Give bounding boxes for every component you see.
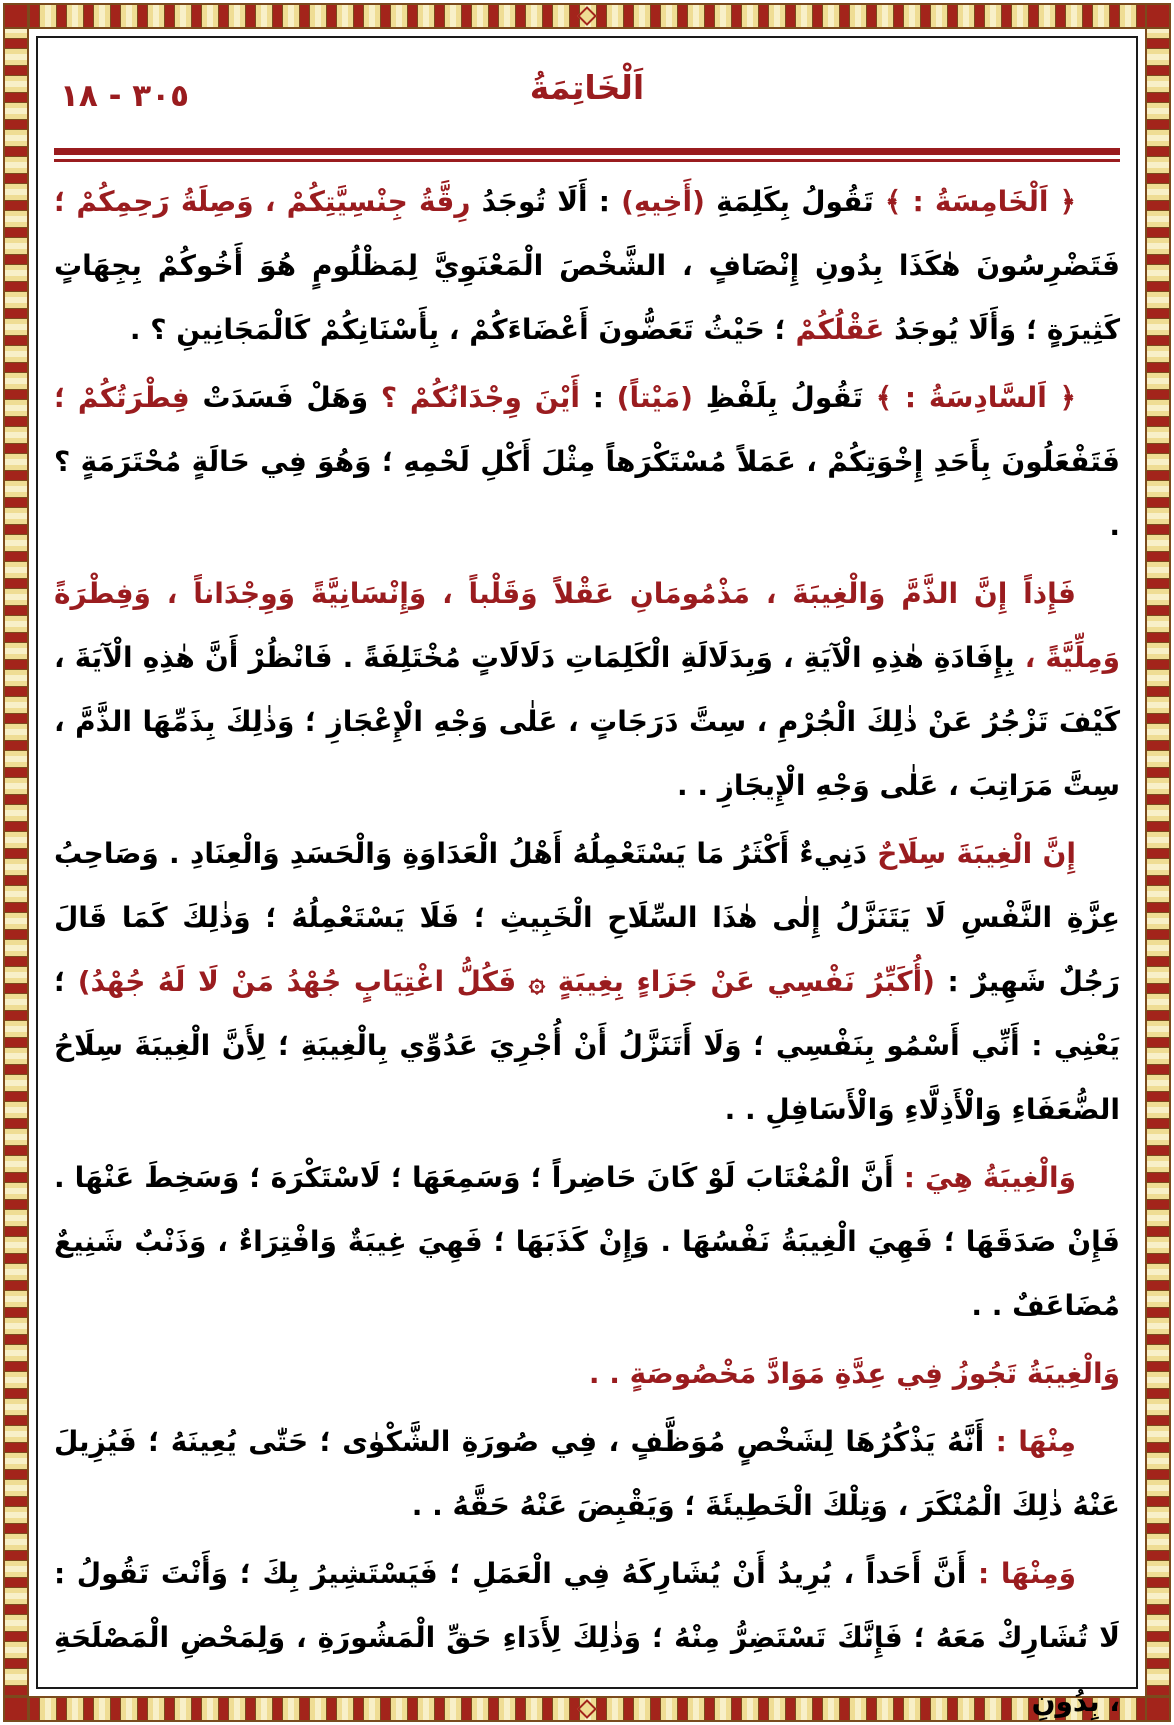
paragraph: [54, 1146, 1120, 1338]
page-number: ٣٠٥ - ١٨: [60, 78, 190, 114]
border-corner-ornament: [3, 1696, 29, 1722]
text-segment: (مَيْتاً): [616, 381, 693, 414]
text-segment: : أَلَا تُوجَدُ: [470, 185, 622, 218]
content-paragraphs: [54, 170, 1120, 1725]
paragraph: [54, 562, 1120, 818]
border-chain-left: [3, 3, 29, 1722]
text-segment: (أَخِيهِ): [621, 185, 705, 218]
text-segment: فَإِذاً إِنَّ الذَّمَّ وَالْغِيبَةَ ، مَذْمُومَانِ عَقْلاً وَقَلْباً ، وَإِنْسَانِيَّةً وَوِجْدَاناً ، وَفِطْرَةً وَمِلِّيَّةً ،: [54, 577, 1121, 674]
text-segment: وَمِنْهَا :: [978, 1557, 1076, 1590]
page-content: [38, 38, 1136, 1718]
text-segment: تَقُولُ بِكَلِمَةِ: [704, 185, 874, 218]
text-segment: ؛ يَعْنِي : أَنِّي أَسْمُو بِنَفْسِي ؛ وَلَا أَتَنَزَّلُ أَنْ أُجْرِيَ عَدُوِّي بِالْغِيبَةِ ؛ لِأَنَّ الْغِيبَةَ سِلَاحُ الضُّعَفَاءِ وَالْأَذِلَّاءِ وَالْأَسَافِلِ . .: [54, 965, 1120, 1126]
text-segment: فِطْرَتُكُمْ ؛: [54, 381, 190, 414]
text-segment: فَتَضْرِسُونَ هٰكَذَا بِدُونِ إِنْصَافٍ ، الشَّخْصَ الْمَعْنَوِيَّ لِمَظْلُومٍ هُوَ أَخُوكُمْ بِجِهَاتٍ كَثِيرَةٍ ؛ وَأَلَا يُوجَدُ: [54, 249, 1120, 346]
text-segment: أَنَّهُ يَذْكُرُهَا لِشَخْصٍ مُوَظَّفٍ ، فِي صُورَةِ الشَّكْوٰى ؛ حَتّٰى يُعِينَهُ ؛ فَيُزِيلَ عَنْهُ ذٰلِكَ الْمُنْكَرَ ، وَتِلْكَ الْخَطِيئَةَ ؛ وَيَقْبِضَ عَنْهُ حَقَّهُ . .: [54, 1425, 1120, 1522]
text-segment: أَنَّ أَحَداً ، يُرِيدُ أَنْ يُشَارِكَهُ فِي الْعَمَلِ ؛ فَيَسْتَشِيرُ بِكَ ؛ وَأَنْتَ تَقُولُ : لَا تُشَارِكْ مَعَهُ ؛ فَإِنَّكَ تَسْتَضِرُّ مِنْهُ ؛ وَذٰلِكَ لِأَدَاءِ حَقِّ الْمَشُورَةِ ، وَلِمَحْضِ الْمَصْلَحَةِ ، بِدُونِ: [54, 1557, 1120, 1718]
border-corner-ornament: [1145, 3, 1171, 29]
text-segment: وَالْغِيبَةُ تَجُوزُ فِي عِدَّةِ مَوَادَّ مَخْصُوصَةٍ . .: [588, 1357, 1120, 1390]
text-segment: وَهَلْ فَسَدَتْ: [189, 381, 381, 414]
paragraph: [54, 822, 1120, 1142]
page-title: اَلْخَاتِمَةُ: [529, 68, 645, 107]
paragraph: [54, 366, 1120, 558]
paragraph: [54, 1410, 1120, 1538]
text-segment: إِنَّ الْغِيبَةَ سِلَاحٌ: [877, 837, 1076, 870]
text-segment: بِإِفَادَةِ هٰذِهِ الْآيَةِ ، وَبِدَلَالَةِ الْكَلِمَاتِ دَلَالَاتٍ مُخْتَلِفَةً . فَانْظُرْ أَنَّ هٰذِهِ الْآيَةَ ، كَيْفَ تَزْجُرُ عَنْ ذٰلِكَ الْجُرْمِ ، سِتَّ دَرَجَاتٍ ، عَلٰى وَجْهِ الْإِعْجَازِ ؛ وَذٰلِكَ بِذَمِّهَا الذَّمَّ ، سِتَّ مَرَاتِبَ ، عَلٰى وَجْهِ الْإِيجَازِ . .: [54, 641, 1120, 802]
text-segment: فَتَفْعَلُونَ بِأَحَدِ إِخْوَتِكُمْ ، عَمَلاً مُسْتَكْرَهاً مِثْلَ أَكْلِ لَحْمِهِ ؛ وَهُوَ فِي حَالَةٍ مُحْتَرَمَةٍ ؟ .: [54, 445, 1120, 542]
header-rule-thin: [54, 159, 1120, 162]
text-segment: (أُكَبِّرُ نَفْسِي عَنْ جَزَاءٍ بِغِيبَةٍ ۞ فَكُلُّ اغْتِيَابٍ جُهْدُ مَنْ لَا لَهُ جُهْدُ): [77, 965, 935, 998]
text-segment: مِنْهَا :: [995, 1425, 1076, 1458]
text-segment: ﴿ اَلسَّادِسَةُ : ﴾: [863, 381, 1076, 414]
border-corner-ornament: [1145, 1696, 1171, 1722]
text-segment: ؛ حَيْثُ تَعَضُّونَ أَعْضَاءَكُمْ ، بِأَسْنَانِكُمْ كَالْمَجَانِينِ ؟ .: [129, 313, 796, 346]
header-rule-thick: [54, 148, 1120, 155]
text-segment: تَقُولُ بِلَفْظِ: [692, 381, 864, 414]
text-segment: وَالْغِيبَةُ هِيَ :: [903, 1161, 1076, 1194]
page-header: [54, 62, 1120, 136]
text-segment: :: [580, 381, 617, 414]
text-segment: رِقَّةُ جِنْسِيَّتِكُمْ ، وَصِلَةُ رَحِمِكُمْ ؛: [54, 185, 471, 218]
paragraph: [54, 1542, 1120, 1725]
text-segment: ﴿ اَلْخَامِسَةُ : ﴾: [873, 185, 1077, 218]
paragraph: [54, 1342, 1120, 1406]
text-segment: أَيْنَ وِجْدَانُكُمْ ؟: [380, 381, 580, 414]
border-corner-ornament: [3, 3, 29, 29]
border-chain-right: [1145, 3, 1171, 1722]
paragraph: [54, 170, 1120, 362]
text-segment: عَقْلُكُمْ: [795, 313, 885, 346]
text-segment: أَنَّ الْمُغْتَابَ لَوْ كَانَ حَاضِراً ؛ وَسَمِعَهَا ؛ لَاسْتَكْرَهَ ؛ وَسَخِطَ عَنْهَا . فَإِنْ صَدَقَهَا ؛ فَهِيَ الْغِيبَةُ نَفْسُهَا . وَإِنْ كَذَبَهَا ؛ فَهِيَ غِيبَةٌ وَافْتِرَاءٌ ، وَذَنْبٌ شَنِيعٌ مُضَاعَفٌ . .: [54, 1161, 1120, 1322]
text-segment: دَنِيءٌ أَكْثَرُ مَا يَسْتَعْمِلُهُ أَهْلُ الْعَدَاوَةِ وَالْحَسَدِ وَالْعِنَادِ . وَصَاحِبُ عِزَّةِ النَّفْسِ لَا يَتَنَزَّلُ إِلٰى هٰذَا السِّلَاحِ الْخَبِيثِ ؛ فَلَا يَسْتَعْمِلُهُ ؛ وَذٰلِكَ كَمَا قَالَ رَجُلٌ شَهِيرٌ :: [54, 837, 1120, 998]
